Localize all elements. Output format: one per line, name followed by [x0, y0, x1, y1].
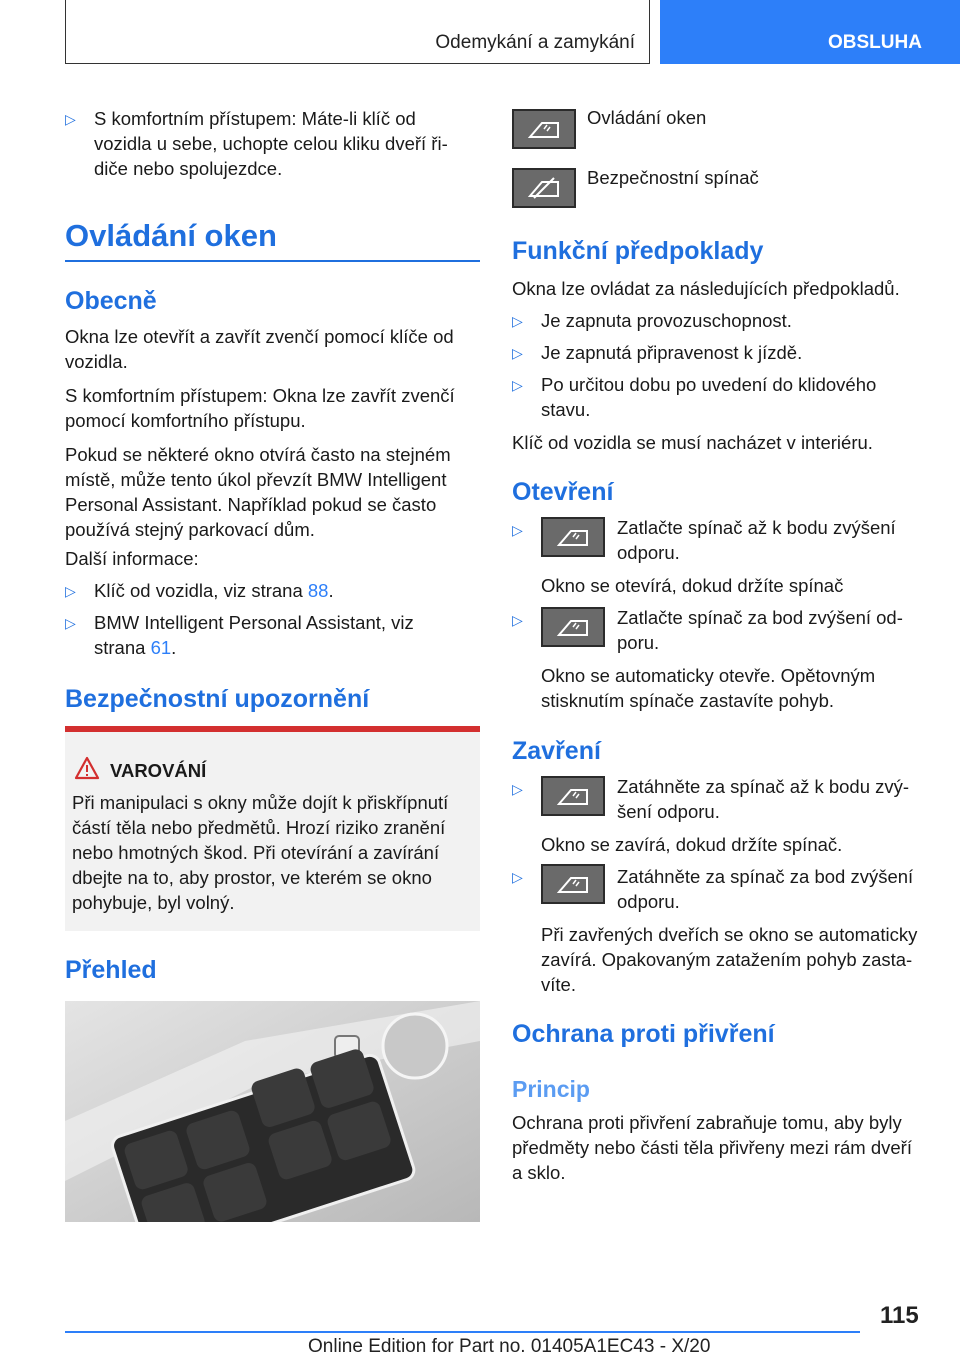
header-section-title: Odemykání a zamykání: [435, 32, 635, 53]
legend-1: Ovládání oken: [587, 107, 707, 128]
window-switch-panel-icon: [65, 1001, 480, 1222]
window-switch-icon: [541, 864, 605, 904]
prereq-bullet-1: Je zapnuta provozuschopnost.: [541, 310, 792, 331]
page-number: 115: [880, 1302, 919, 1329]
principle-text: Ochrana proti přivření zabraňuje tomu, aby byly předměty nebo části těla přivřeny mezi rám dveří a sklo.: [512, 1112, 912, 1183]
close-result-2: Při zavřených dveřích se okno se automaticky zavírá. Opakovaným zatažením pohyb zastavíte.: [541, 924, 918, 995]
prereq-bullet-3: Po určitou dobu po uvedení do klidového stavu.: [541, 374, 877, 420]
safety-switch-icon: [512, 168, 576, 208]
general-paragraph-3: Pokud se některé okno otvírá často na stejném místě, může tento úkol převzít BMW Intelligent Personal Assistant. Například pokud se často používá stejný parkovací dům.: [65, 444, 451, 540]
bullet-triangle-icon: ▷: [512, 869, 523, 885]
open-bullet-1: Zatlačte spínač až k bodu zvýšení odporu.: [617, 517, 896, 563]
more-info-label: Další informace:: [65, 548, 199, 569]
intro-bullet: S komfortním přístupem: Máte-li klíč od vozidla u sebe, uchopte celou kliku dveří řidiče nebo spolujezdce.: [94, 108, 448, 179]
window-switch-icon: [541, 607, 605, 647]
page-link-61[interactable]: 61: [150, 637, 172, 658]
page-title: Ovládání oken: [65, 218, 277, 253]
header-tab-label: OBSLUHA: [828, 32, 922, 53]
close-result-1: Okno se zavírá, dokud držíte spínač.: [541, 834, 843, 855]
bullet-triangle-icon: ▷: [512, 313, 523, 329]
safety-heading: Bezpečnostní upozornění: [65, 685, 370, 713]
open-bullet-2: Zatlačte spínač za bod zvýšení odporu.: [617, 607, 903, 653]
close-bullet-2: Zatáhněte za spínač za bod zvýšení odporu.: [617, 866, 914, 912]
prereq-heading: Funkční předpoklady: [512, 237, 764, 265]
header-tab[interactable]: [660, 0, 960, 64]
prereq-note: Klíč od vozidla se musí nacházet v interiéru.: [512, 432, 873, 453]
prereq-bullet-2: Je zapnutá připravenost k jízdě.: [541, 342, 803, 363]
warning-text: Při manipulaci s okny může dojít k přiskřípnutí částí těla nebo předmětů. Hrozí riziko zranění nebo hmotných škod. Při otevírání a zavírání dbejte na to, aby prostor, ve kterém se okno pohybuje, byl volný.: [72, 792, 449, 913]
bullet-triangle-icon: ▷: [512, 377, 523, 393]
warning-triangle-icon: [74, 756, 100, 780]
footer-rule: [65, 1331, 860, 1333]
legend-2: Bezpečnostní spínač: [587, 167, 759, 188]
close-heading: Zavření: [512, 737, 601, 765]
bullet-triangle-icon: ▷: [512, 781, 523, 797]
window-switch-photo: [65, 1001, 480, 1222]
principle-heading: Princip: [512, 1076, 590, 1102]
bullet-triangle-icon: ▷: [512, 345, 523, 361]
bullet-triangle-icon: ▷: [512, 522, 523, 538]
page-link-88[interactable]: 88: [307, 580, 329, 601]
open-result-1: Okno se otevírá, dokud držíte spínač: [541, 575, 844, 596]
bullet-triangle-icon: ▷: [65, 583, 76, 599]
general-paragraph-1: Okna lze otevřít a zavřít zvenčí pomocí klíče od vozidla.: [65, 326, 454, 372]
window-switch-icon: [541, 517, 605, 557]
bullet-triangle-icon: ▷: [65, 615, 76, 631]
window-switch-icon: [512, 109, 576, 149]
window-switch-icon: [541, 776, 605, 816]
close-bullet-1: Zatáhněte za spínač až k bodu zvýšení odporu.: [617, 776, 910, 822]
general-paragraph-2: S komfortním přístupem: Okna lze zavřít zvenčí pomocí komfortního přístupu.: [65, 385, 455, 431]
overview-heading: Přehled: [65, 956, 157, 984]
bullet-triangle-icon: ▷: [65, 111, 76, 127]
prereq-intro: Okna lze ovládat za následujících předpokladů.: [512, 278, 900, 299]
warning-box: [65, 726, 480, 931]
header-section: [65, 0, 650, 64]
warning-title: VAROVÁNÍ: [110, 760, 207, 781]
title-rule: [65, 260, 480, 262]
info-bullet-2: BMW Intelligent Personal Assistant, viz strana 61.: [94, 612, 414, 658]
open-heading: Otevření: [512, 478, 614, 506]
footer-edition: Online Edition for Part no. 01405A1EC43 - X/20: [308, 1336, 711, 1357]
info-bullet-1: Klíč od vozidla, viz strana 88.: [94, 580, 334, 601]
open-result-2: Okno se automaticky otevře. Opětovným stisknutím spínače zastavíte pohyb.: [541, 665, 876, 711]
pinch-heading: Ochrana proti přivření: [512, 1020, 775, 1048]
bullet-triangle-icon: ▷: [512, 612, 523, 628]
general-heading: Obecně: [65, 287, 157, 315]
